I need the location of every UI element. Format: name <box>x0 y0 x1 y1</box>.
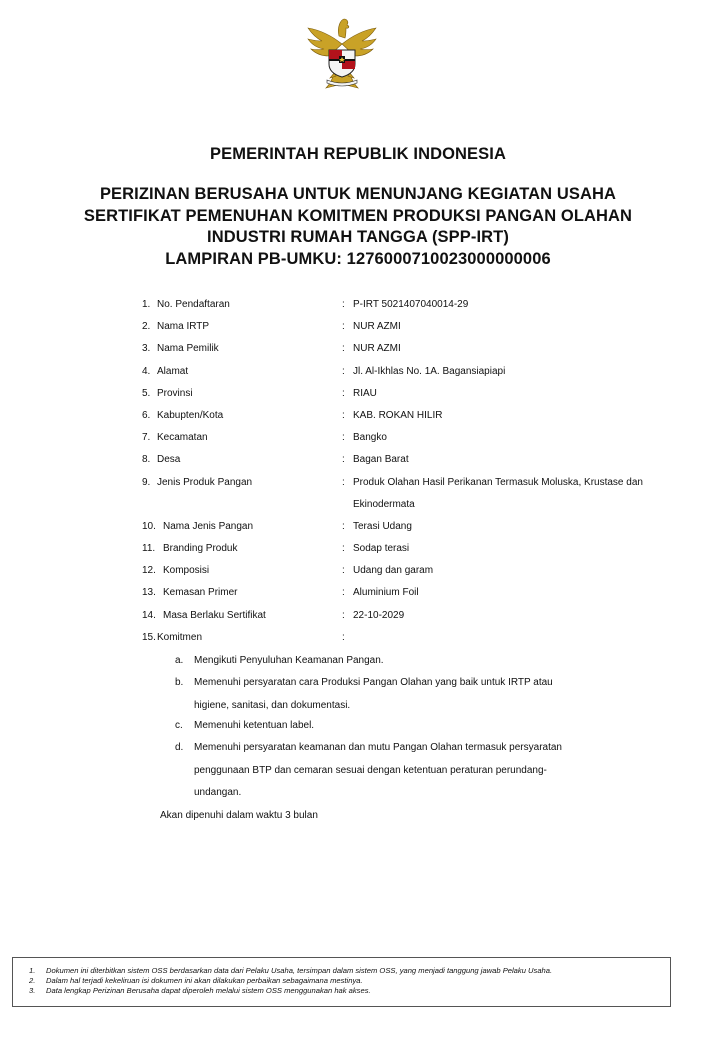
field-number: 15. <box>142 632 156 643</box>
field-value: Bangko <box>353 432 387 443</box>
field-label: Nama Pemilik <box>157 343 219 354</box>
footer-note-number: 1. <box>29 966 36 975</box>
field-number: 2. <box>142 321 151 332</box>
field-number: 10. <box>142 521 156 532</box>
title-line: SERTIFIKAT PEMENUHAN KOMITMEN PRODUKSI PANGAN OLAHAN <box>83 206 633 225</box>
field-number: 1. <box>142 299 151 310</box>
field-number: 4. <box>142 366 151 377</box>
komitmen-letter: b. <box>175 677 184 688</box>
komitmen-text: Mengikuti Penyuluhan Keamanan Pangan. <box>194 655 384 666</box>
field-number: 8. <box>142 454 151 465</box>
footer-note-text: Dokumen ini diterbitkan sistem OSS berdasarkan data dari Pelaku Usaha, tersimpan dalam sistem OSS, yang menjadi tanggung jawab Pelaku Usaha. <box>46 966 553 975</box>
komitmen-letter: c. <box>175 720 183 731</box>
field-colon: : <box>342 454 345 465</box>
field-value: Produk Olahan Hasil Perikanan Termasuk Moluska, Krustase dan Ekinodermata <box>353 477 643 510</box>
field-colon: : <box>342 321 345 332</box>
field-colon: : <box>342 632 345 643</box>
field-colon: : <box>342 410 345 421</box>
field-number: 3. <box>142 343 151 354</box>
field-number: 7. <box>142 432 151 443</box>
garuda-emblem-logo <box>302 14 382 92</box>
attachment-number: LAMPIRAN PB-UMKU: 1276000710023000000006 <box>165 249 551 268</box>
field-colon: : <box>342 388 345 399</box>
field-label: No. Pendaftaran <box>157 299 230 310</box>
field-row <box>0 610 716 630</box>
footer-note-number: 2. <box>29 976 36 985</box>
field-label: Nama Jenis Pangan <box>163 521 254 532</box>
field-row <box>0 587 716 607</box>
field-row <box>0 454 716 474</box>
footer-note-text: Dalam hal terjadi kekeliruan isi dokumen ini akan dilakukan perbaikan sebagaimana mestinya. <box>46 976 363 985</box>
field-value: Aluminium Foil <box>353 587 419 598</box>
footer-note-text: Data lengkap Perizinan Berusaha dapat diperoleh melalui sistem OSS menggunakan hak akses. <box>46 986 371 995</box>
field-number: 11. <box>142 543 156 554</box>
field-number: 6. <box>142 410 151 421</box>
field-label: Masa Berlaku Sertifikat <box>163 610 266 621</box>
field-colon: : <box>342 587 345 598</box>
komitmen-letter: d. <box>175 742 184 753</box>
field-colon: : <box>342 521 345 532</box>
title-line: PERIZINAN BERUSAHA UNTUK MENUNJANG KEGIATAN USAHA <box>99 185 617 203</box>
field-number: 9. <box>142 477 151 488</box>
field-value: NUR AZMI <box>353 321 401 332</box>
field-row <box>0 632 716 652</box>
field-colon: : <box>342 477 345 488</box>
field-number: 5. <box>142 388 151 399</box>
field-value: Bagan Barat <box>353 454 409 465</box>
komitmen-text: Memenuhi persyaratan keamanan dan mutu Pangan Olahan termasuk persyaratan penggunaan BTP dan cemaran sesuai dengan ketentuan peraturan perundang-undangan. <box>194 742 562 798</box>
field-value: 22-10-2029 <box>353 610 405 621</box>
title-line: INDUSTRI RUMAH TANGGA (SPP-IRT) <box>207 228 509 246</box>
field-value: P-IRT 5021407040014-29 <box>353 299 469 310</box>
field-colon: : <box>342 543 345 554</box>
field-row <box>0 477 716 510</box>
field-value: KAB. ROKAN HILIR <box>353 410 443 421</box>
field-label: Alamat <box>157 366 189 377</box>
field-value: RIAU <box>353 388 377 399</box>
field-number: 13. <box>142 587 156 598</box>
footer-notes-box <box>12 957 671 1007</box>
footer-note-number: 3. <box>29 986 36 995</box>
field-label: Provinsi <box>157 388 193 399</box>
field-label: Jenis Produk Pangan <box>157 477 253 488</box>
field-colon: : <box>342 366 345 377</box>
field-number: 12. <box>142 565 156 576</box>
komitmen-letter: a. <box>175 655 184 666</box>
field-label: Kemasan Primer <box>163 587 238 598</box>
certificate-title <box>0 184 716 270</box>
field-value: NUR AZMI <box>353 343 401 354</box>
field-label: Kecamatan <box>157 432 208 443</box>
field-value: Jl. Al-Ikhlas No. 1A. Bagansiapiapi <box>353 366 506 377</box>
field-label: Nama IRTP <box>157 321 210 332</box>
field-number: 14. <box>142 610 156 621</box>
field-colon: : <box>342 343 345 354</box>
field-label: Komitmen <box>157 632 203 643</box>
komitmen-text: Memenuhi ketentuan label. <box>194 720 315 731</box>
field-row <box>0 343 716 363</box>
field-colon: : <box>342 432 345 443</box>
field-value: Sodap terasi <box>353 543 410 554</box>
field-label: Desa <box>157 454 181 465</box>
field-label: Komposisi <box>163 565 210 576</box>
field-value: Udang dan garam <box>353 565 434 576</box>
field-colon: : <box>342 299 345 310</box>
field-value: Terasi Udang <box>353 521 412 532</box>
komitmen-text: Memenuhi persyaratan cara Produksi Pangan Olahan yang baik untuk IRTP atau higiene, sanitasi, dan dokumentasi. <box>194 677 553 711</box>
field-colon: : <box>342 565 345 576</box>
fulfillment-note: Akan dipenuhi dalam waktu 3 bulan <box>160 810 318 821</box>
field-colon: : <box>342 610 345 621</box>
government-heading: PEMERINTAH REPUBLIK INDONESIA <box>210 145 506 163</box>
field-label: Kabupten/Kota <box>157 410 224 421</box>
field-label: Branding Produk <box>163 543 238 554</box>
